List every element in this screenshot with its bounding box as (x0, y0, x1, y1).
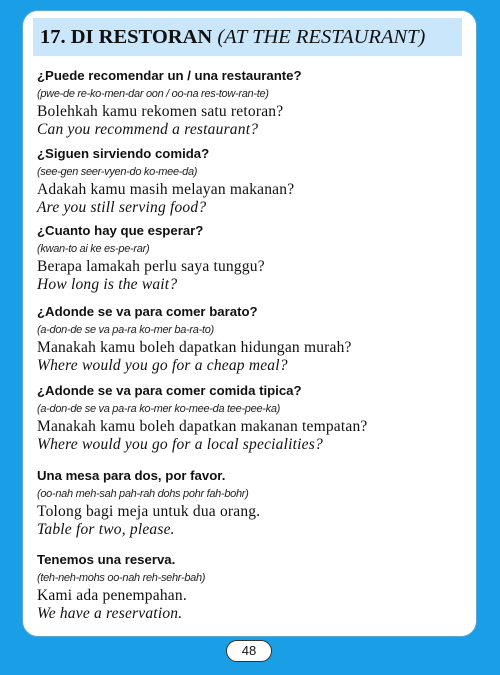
spanish-phrase: Una mesa para dos, por favor. (37, 468, 226, 483)
phrase-entry-5 (37, 382, 467, 454)
section-title-subtitle: (AT THE RESTAURANT) (217, 26, 426, 48)
malay-translation: Bolehkah kamu rekomen satu retoran? (37, 103, 284, 120)
pronunciation: (see-gen seer-vyen-do ko-mee-da) (37, 166, 198, 178)
page-number: 48 (226, 640, 272, 662)
malay-translation: Tolong bagi meja untuk dua orang. (37, 503, 261, 520)
malay-translation: Berapa lamakah perlu saya tunggu? (37, 258, 265, 275)
malay-translation: Kami ada penempahan. (37, 587, 187, 604)
english-translation: Table for two, please. (37, 521, 175, 538)
english-translation: Are you still serving food? (37, 199, 207, 216)
english-translation: Can you recommend a restaurant? (37, 121, 259, 138)
spanish-phrase: ¿Adonde se va para comer comida tipica? (37, 383, 302, 398)
malay-translation: Manakah kamu boleh dapatkan hidungan murah? (37, 339, 352, 356)
phrase-entry-3 (37, 222, 467, 294)
spanish-phrase: ¿Siguen sirviendo comida? (37, 146, 210, 161)
english-translation: How long is the wait? (37, 276, 178, 293)
pronunciation: (a-don-de se va pa-ra ko-mer ba-ra-to) (37, 324, 214, 336)
pronunciation: (kwan-to ai ke es-pe-rar) (37, 243, 150, 255)
page-card (22, 10, 477, 637)
section-title-main: 17. DI RESTORAN (40, 26, 213, 48)
phrase-entry-7 (37, 551, 467, 623)
pronunciation: (teh-neh-mohs oo-nah reh-sehr-bah) (37, 572, 206, 584)
english-translation: We have a reservation. (37, 605, 183, 622)
spanish-phrase: Tenemos una reserva. (37, 552, 176, 567)
pronunciation: (a-don-de se va pa-ra ko-mer ko-mee-da tee-pee-ka) (37, 403, 281, 415)
english-translation: Where would you go for a cheap meal? (37, 357, 288, 374)
spanish-phrase: ¿Adonde se va para comer barato? (37, 304, 258, 319)
phrase-entry-6 (37, 467, 467, 539)
spanish-phrase: ¿Cuanto hay que esperar? (37, 223, 204, 238)
phrase-entry-1 (37, 67, 467, 139)
phrase-entry-2 (37, 145, 467, 217)
pronunciation: (oo-nah meh-sah pah-rah dohs pohr fah-bohr) (37, 488, 249, 500)
section-title (33, 18, 462, 56)
pronunciation: (pwe-de re-ko-men-dar oon / oo-na res-tow-ran-te) (37, 88, 269, 100)
malay-translation: Adakah kamu masih melayan makanan? (37, 181, 295, 198)
phrase-entry-4 (37, 303, 467, 375)
spanish-phrase: ¿Puede recomendar un / una restaurante? (37, 68, 302, 83)
english-translation: Where would you go for a local specialities? (37, 436, 323, 453)
malay-translation: Manakah kamu boleh dapatkan makanan tempatan? (37, 418, 368, 435)
